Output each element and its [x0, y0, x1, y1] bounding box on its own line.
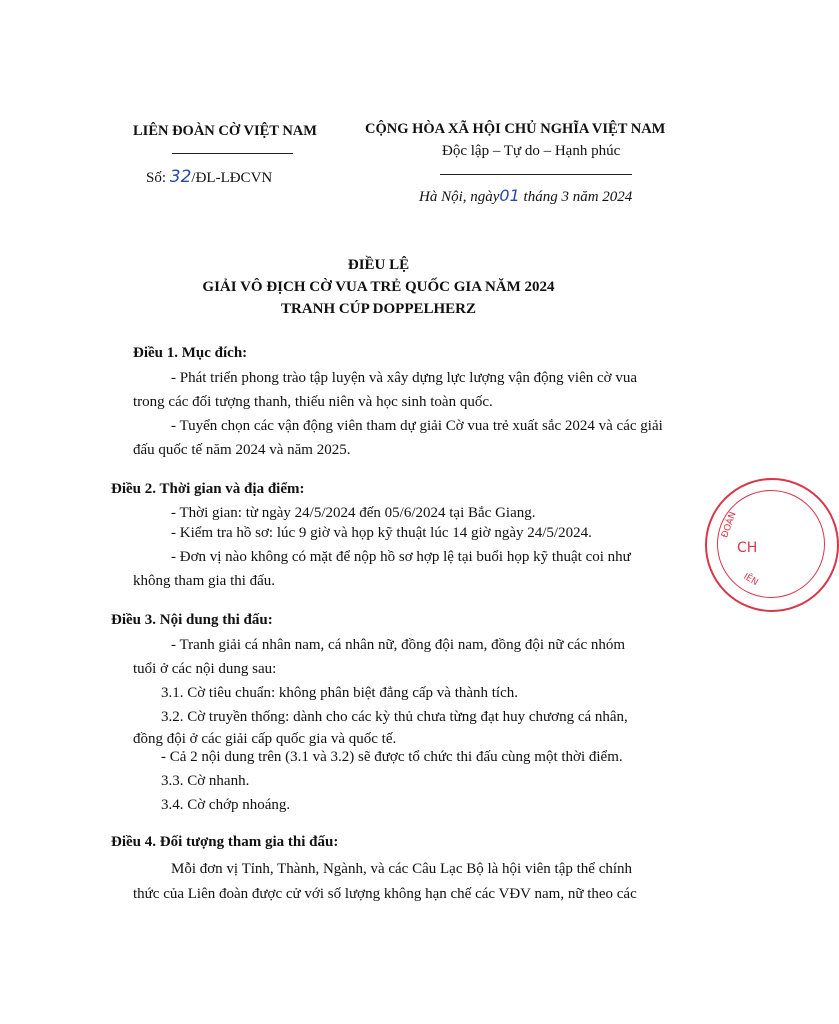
section-2-heading: Điều 2. Thời gian và địa điểm: — [111, 481, 305, 497]
section-1-line: đấu quốc tế năm 2024 và năm 2025. — [133, 442, 351, 458]
section-4-line: Mỗi đơn vị Tỉnh, Thành, Ngành, và các Câu Lạc Bộ là hội viên tập thể chính — [171, 861, 633, 877]
section-2-line: - Đơn vị nào không có mặt để nộp hồ sơ hợp lệ tại buổi họp kỹ thuật coi như — [171, 549, 631, 565]
section-3-line: - Cả 2 nội dung trên (3.1 và 3.2) sẽ được tổ chức thi đấu cùng một thời điểm. — [161, 749, 623, 765]
country-name: CỘNG HÒA XÃ HỘI CHỦ NGHĨA VIỆT NAM — [365, 121, 666, 137]
section-3-line: 3.2. Cờ truyền thống: dành cho các kỳ thủ chưa từng đạt huy chương cá nhân, — [161, 709, 628, 725]
stamp-arc-text-bottom: IÊN — [741, 571, 760, 589]
section-3-line: 3.4. Cờ chớp nhoáng. — [161, 797, 291, 813]
section-1-line: trong các đối tượng thanh, thiếu niên và học sinh toàn quốc. — [133, 394, 493, 410]
doc-number-prefix: Số: — [146, 170, 170, 186]
date-prefix: Hà Nội, ngày — [419, 189, 500, 205]
stamp-arc-text-top: ĐOÀN — [720, 510, 739, 540]
official-stamp — [705, 478, 839, 612]
section-2-line: không tham gia thi đấu. — [133, 573, 276, 589]
stamp-inner-ring — [717, 490, 825, 598]
section-4-heading: Điều 4. Đối tượng tham gia thi đấu: — [111, 834, 339, 850]
doc-number — [146, 167, 272, 187]
date-day-handwritten: 01 — [499, 186, 520, 205]
section-3-line: đồng đội ở các giải cấp quốc gia và quốc tế. — [133, 731, 397, 747]
document-title: ĐIỀU LỆ — [347, 257, 410, 273]
issue-date — [419, 186, 632, 206]
doc-number-suffix: /ĐL-LĐCVN — [191, 170, 273, 186]
section-1-line: - Tuyển chọn các vận động viên tham dự giải Cờ vua trẻ xuất sắc 2024 và các giải — [171, 418, 663, 434]
section-2-line: - Kiểm tra hồ sơ: lúc 9 giờ và họp kỹ thuật lúc 14 giờ ngày 24/5/2024. — [171, 525, 592, 541]
section-3-line: - Tranh giải cá nhân nam, cá nhân nữ, đồng đội nam, đồng đội nữ các nhóm — [171, 637, 626, 653]
section-3-line: tuổi ở các nội dung sau: — [133, 661, 277, 677]
national-motto: Độc lập – Tự do – Hạnh phúc — [442, 143, 621, 159]
section-3-line: 3.3. Cờ nhanh. — [161, 773, 250, 789]
date-suffix: tháng 3 năm 2024 — [519, 189, 633, 205]
org-underline — [172, 153, 293, 154]
document-subtitle-cup: TRANH CÚP DOPPELHERZ — [280, 301, 476, 317]
document-subtitle: GIẢI VÔ ĐỊCH CỜ VUA TRẺ QUỐC GIA NĂM 2024 — [202, 279, 555, 295]
section-1-heading: Điều 1. Mục đích: — [133, 345, 248, 361]
section-1-line: - Phát triển phong trào tập luyện và xây dựng lực lượng vận động viên cờ vua — [171, 370, 637, 386]
motto-underline — [440, 174, 632, 175]
stamp-center-text: CH — [737, 540, 758, 556]
org-name: LIÊN ĐOÀN CỜ VIỆT NAM — [133, 123, 317, 139]
doc-number-handwritten: 32 — [169, 167, 192, 187]
section-4-line: thức của Liên đoàn được cử với số lượng không hạn chế các VĐV nam, nữ theo các — [133, 886, 637, 902]
section-3-heading: Điều 3. Nội dung thi đấu: — [111, 612, 273, 628]
section-3-line: 3.1. Cờ tiêu chuẩn: không phân biệt đẳng cấp và thành tích. — [161, 685, 519, 701]
section-2-line: - Thời gian: từ ngày 24/5/2024 đến 05/6/2024 tại Bắc Giang. — [171, 505, 536, 521]
